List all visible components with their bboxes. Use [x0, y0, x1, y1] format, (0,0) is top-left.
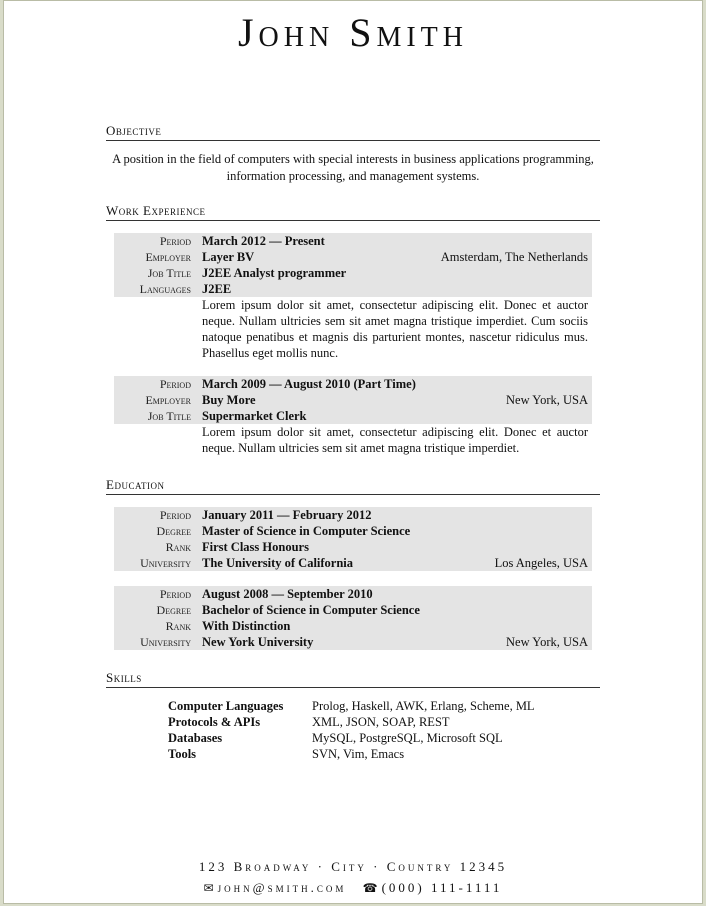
envelope-icon: ✉: [203, 881, 214, 895]
phone-icon: ☎: [362, 881, 378, 895]
field-label: Period: [159, 377, 191, 391]
skill-value: Prolog, Haskell, AWK, Erlang, Scheme, ML: [312, 699, 535, 713]
skill-value: XML, JSON, SOAP, REST: [312, 715, 450, 729]
field-label: Period: [159, 234, 191, 248]
rank-value: With Distinction: [202, 619, 291, 633]
location-value: New York, USA: [506, 393, 588, 407]
section-heading-skills: Skills: [106, 670, 600, 688]
job-description: Lorem ipsum dolor sit amet, consectetur adipiscing elit. Donec et auctor neque. Nullam ultricies sem sit amet magna tristique imperdiet. Cum sociis natoque penatibus et magnis dis parturient montes, nascetur ridiculus mus. Phasellus eget mollis nunc.: [202, 298, 588, 360]
entry-row: [114, 392, 592, 408]
skill-name: Protocols & APIs: [168, 715, 261, 729]
education-entry: [114, 507, 592, 571]
period-value: March 2009 — August 2010 (Part Time): [202, 377, 416, 391]
field-label: University: [140, 635, 191, 649]
entry-row: [114, 586, 592, 602]
field-label: Period: [159, 508, 191, 522]
entry-row: [114, 634, 592, 650]
entry-row: [114, 408, 592, 424]
skills-list: [168, 698, 588, 762]
entry-row: [114, 249, 592, 265]
email-link[interactable]: john@smith.com: [217, 880, 347, 895]
field-label: Period: [159, 587, 191, 601]
section-heading-work-experience: Work Experience: [106, 203, 600, 221]
skill-row: [168, 698, 588, 714]
rank-value: First Class Honours: [202, 540, 309, 554]
education-entry: [114, 586, 592, 650]
period-value: January 2011 — February 2012: [202, 508, 372, 522]
job-title-value: Supermarket Clerk: [202, 409, 307, 423]
entry-row: [114, 233, 592, 249]
skill-value: MySQL, PostgreSQL, Microsoft SQL: [312, 731, 503, 745]
period-value: August 2008 — September 2010: [202, 587, 373, 601]
field-label: Employer: [145, 250, 191, 264]
location-value: Amsterdam, The Netherlands: [440, 250, 588, 264]
degree-value: Master of Science in Computer Science: [202, 524, 411, 538]
job-title-value: J2EE Analyst programmer: [202, 266, 347, 280]
skill-name: Computer Languages: [168, 699, 284, 713]
section-heading-objective: Objective: [106, 123, 600, 141]
work-entry: [114, 376, 592, 456]
field-label: Degree: [156, 524, 191, 538]
degree-value: Bachelor of Science in Computer Science: [202, 603, 420, 617]
resume-page: [3, 0, 703, 904]
skill-row: [168, 714, 588, 730]
entry-row: [114, 281, 592, 297]
objective-text: A position in the field of computers with special interests in business applications programming, information processing, and management systems.: [112, 152, 594, 183]
entry-row: [114, 507, 592, 523]
entry-row: [114, 265, 592, 281]
entry-row: [114, 555, 592, 571]
job-description: Lorem ipsum dolor sit amet, consectetur adipiscing elit. Donec et auctor neque. Nullam ultricies sem sit amet magna tristique imperdiet.: [202, 425, 588, 455]
university-value: The University of California: [202, 556, 354, 570]
skill-row: [168, 730, 588, 746]
languages-value: J2EE: [202, 282, 232, 296]
field-label: Job Title: [147, 409, 191, 423]
employer-value: Buy More: [202, 393, 256, 407]
field-label: Degree: [156, 603, 191, 617]
entry-row: [114, 618, 592, 634]
period-value: March 2012 — Present: [202, 234, 325, 248]
work-entry: [114, 233, 592, 361]
phone-number: (000) 111-1111: [381, 880, 503, 895]
field-label: Rank: [165, 619, 191, 633]
field-label: University: [140, 556, 191, 570]
name-heading: John Smith: [237, 10, 469, 55]
field-label: Rank: [165, 540, 191, 554]
field-label: Job Title: [147, 266, 191, 280]
skill-value: SVN, Vim, Emacs: [312, 747, 405, 761]
employer-value: Layer BV: [202, 250, 255, 264]
entry-row: [114, 539, 592, 555]
university-value: New York University: [202, 635, 314, 649]
field-label: Languages: [139, 282, 191, 296]
skill-name: Tools: [168, 747, 197, 761]
entry-row: [114, 523, 592, 539]
location-value: Los Angeles, USA: [494, 556, 588, 570]
skill-name: Databases: [168, 731, 223, 745]
footer-contact: [4, 880, 702, 896]
footer-address: 123 Broadway · City · Country 12345: [198, 859, 508, 874]
location-value: New York, USA: [506, 635, 588, 649]
skill-row: [168, 746, 588, 762]
section-heading-education: Education: [106, 477, 600, 495]
entry-row: [114, 376, 592, 392]
entry-row: [114, 602, 592, 618]
field-label: Employer: [145, 393, 191, 407]
